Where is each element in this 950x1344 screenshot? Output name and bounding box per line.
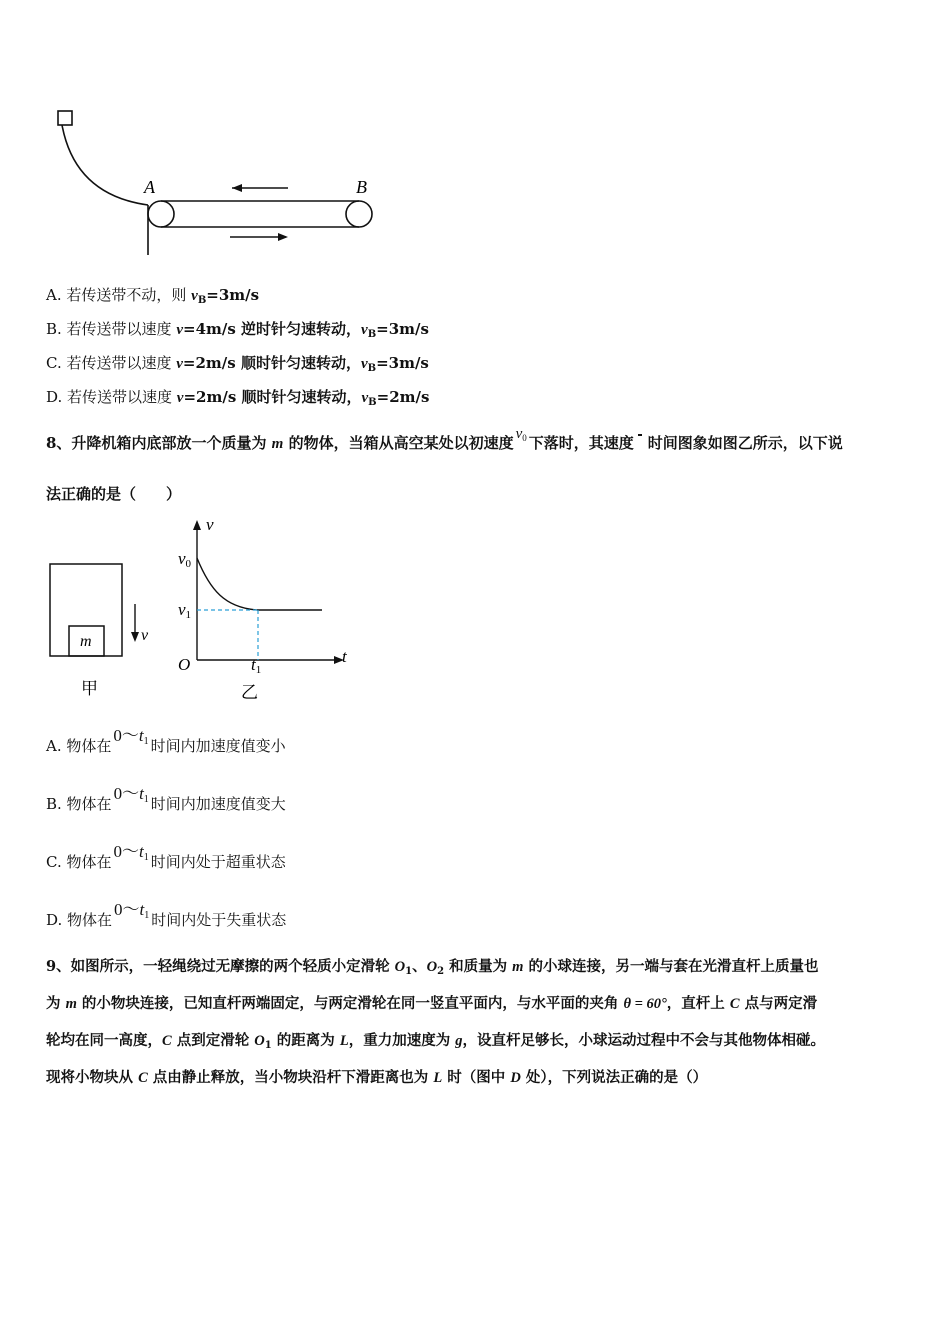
figure-yi [170,510,360,705]
block [58,111,72,125]
q8-option-c: C. 物体在0～t1 时间内处于超重状态 [46,842,286,871]
q9-line2: 为 m 的小物块连接，已知直杆两端固定，与两定滑轮在同一竖直平面内，与水平面的夹角 θ = 60°，直杆上 C 点与两定滑 [46,995,818,1012]
mass-label: m [80,633,92,650]
v1-label: v1 [178,600,192,621]
pulley-b [346,201,372,227]
velocity-curve [197,558,258,610]
pulley-a [148,201,174,227]
x-axis-label: t [342,647,347,666]
q9-line1: 9、如图所示，一轻绳绕过无摩擦的两个轻质小定滑轮 $O_1$、$O_2$ 和质量为 m 的小球连接，另一端与套在光滑直杆上质量也 [46,958,819,977]
figure-jia [45,558,165,708]
y-axis-label: v [206,515,214,534]
q8-stem-line1: 8、升降机箱内底部放一个质量为 m 的物体，当箱从高空某处以初速度 $v_0$ 下落时，其速度 时间图象如图乙所示，以下说 [46,426,843,452]
q7-option-a: A. 若传送带不动，则 $v_B=3m/s$ [46,286,260,306]
q7-option-b: B. 若传送带以速度 v=4m/s 逆时针匀速转动，$v_B=3m/s$ [46,320,429,340]
velocity-label: v [141,627,149,644]
q7-option-c: C. 若传送带以速度 v=2m/s 顺时针匀速转动，$v_B=3m/s$ [46,354,429,374]
q8-option-b: B. 物体在0～t1 时间内加速度值变大 [46,784,286,813]
q8-stem-line2: 法正确的是（ ） [46,485,182,503]
t1-label: t1 [251,655,262,676]
conveyor-figure [40,100,400,265]
q7-option-d: D. 若传送带以速度 v=2m/s 顺时针匀速转动，$v_B=2m/s$ [46,388,430,408]
origin-label: O [178,655,191,674]
label-a: A [144,177,155,197]
q8-option-d: D. 物体在0～t1 时间内处于失重状态 [46,900,287,929]
label-b: B [356,177,367,197]
caption-yi: 乙 [241,683,258,702]
q9-line3: 轮均在同一高度，C 点到定滑轮 $O_1$ 的距离为 L，重力加速度为 g，设直杆足够长，小球运动过程中不会与其他物体相碰。 [46,1032,826,1051]
q9-line4: 现将小物块从 C 点由静止释放，当小物块沿杆下滑距离也为 L 时（图中 D 处），下列说法正确的是（） [46,1069,708,1086]
v0-label: v0 [178,549,192,570]
curved-track [62,125,148,205]
q8-option-a: A. 物体在0～t1 时间内加速度值变小 [46,726,286,755]
caption-jia: 甲 [81,679,98,698]
